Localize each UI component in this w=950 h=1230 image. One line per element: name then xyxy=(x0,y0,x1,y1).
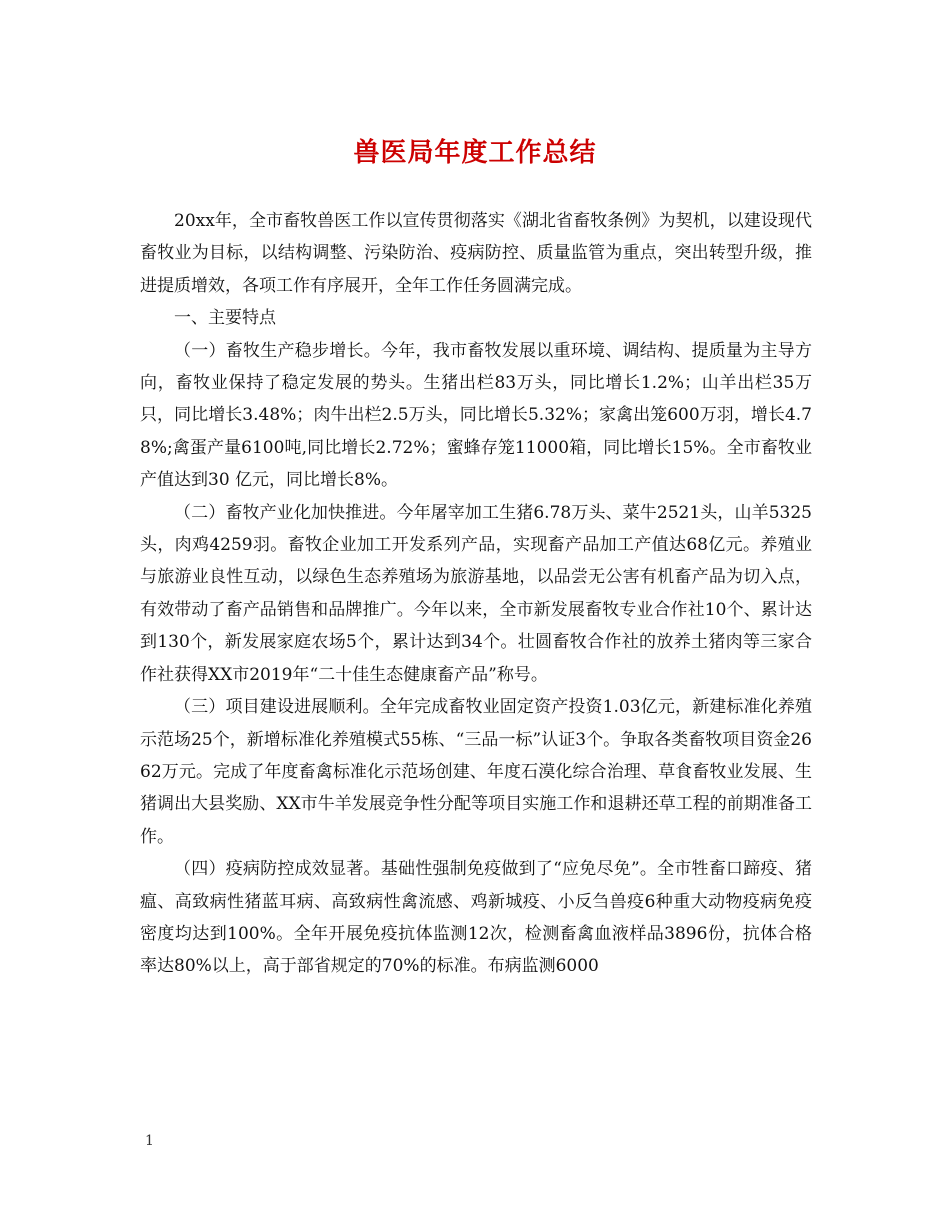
intro-paragraph: 20xx年，全市畜牧兽医工作以宣传贯彻落实《湖北省畜牧条例》为契机，以建设现代畜牧业为目标，以结构调整、污染防治、疫病防控、质量监管为重点，突出转型升级，推进提质增效，各项工作有序展开，全年工作任务圆满完成。 xyxy=(140,211,812,296)
paragraph-livestock-production: （一）畜牧生产稳步增长。今年，我市畜牧发展以重环境、调结构、提质量为主导方向，畜牧业保持了稳定发展的势头。生猪出栏83万头，同比增长1.2%；山羊出栏35万只，同比增长3.48%；肉牛出栏2.5万头，同比增长5.32%；家禽出笼600万羽，增长4.78%;禽蛋产量6100吨,同比增长2.72%；蜜蜂存笼11000箱，同比增长15%。全市畜牧业产值达到30 亿元，同比增长8%。 xyxy=(140,340,812,491)
page-number: 1 xyxy=(145,1133,154,1149)
paragraph-project-construction: （三）项目建设进展顺利。全年完成畜牧业固定资产投资1.03亿元，新建标准化养殖示范场25个，新增标准化养殖模式55栋、“三品一标”认证3个。争取各类畜牧项目资金2662万元。完成了年度畜禽标准化示范场创建、年度石漠化综合治理、草食畜牧业发展、生猪调出大县奖励、XX市牛羊发展竞争性分配等项目实施工作和退耕还草工程的前期准备工作。 xyxy=(140,697,812,847)
paragraph-industrialization: （二）畜牧产业化加快推进。今年屠宰加工生猪6.78万头、菜牛2521头，山羊5325头，肉鸡4259羽。畜牧企业加工开发系列产品，实现畜产品加工产值达68亿元。养殖业与旅游业良性互动，以绿色生态养殖场为旅游基地，以品尝无公害有机畜产品为切入点，有效带动了畜产品销售和品牌推广。今年以来，全市新发展畜牧专业合作社10个、累计达到130个，新发展家庭农场5个，累计达到34个。壮圆畜牧合作社的放养土猪肉等三家合作社获得XX市2019年“二十佳生态健康畜产品”称号。 xyxy=(140,502,812,685)
document-title: 兽医局年度工作总结 xyxy=(353,138,597,168)
document-body xyxy=(140,205,812,983)
paragraph-disease-control: （四）疫病防控成效显著。基础性强制免疫做到了“应免尽免”。全市牲畜口蹄疫、猪瘟、高致病性猪蓝耳病、高致病性禽流感、鸡新城疫、小反刍兽疫6种重大动物疫病免疫密度均达到100%。全年开展免疫抗体监测12次，检测畜禽血液样品3896份，抗体合格率达80%以上，高于部省规定的70%的标准。布病监测6000 xyxy=(140,859,812,977)
section-heading-main-features: 一、主要特点 xyxy=(174,308,276,329)
